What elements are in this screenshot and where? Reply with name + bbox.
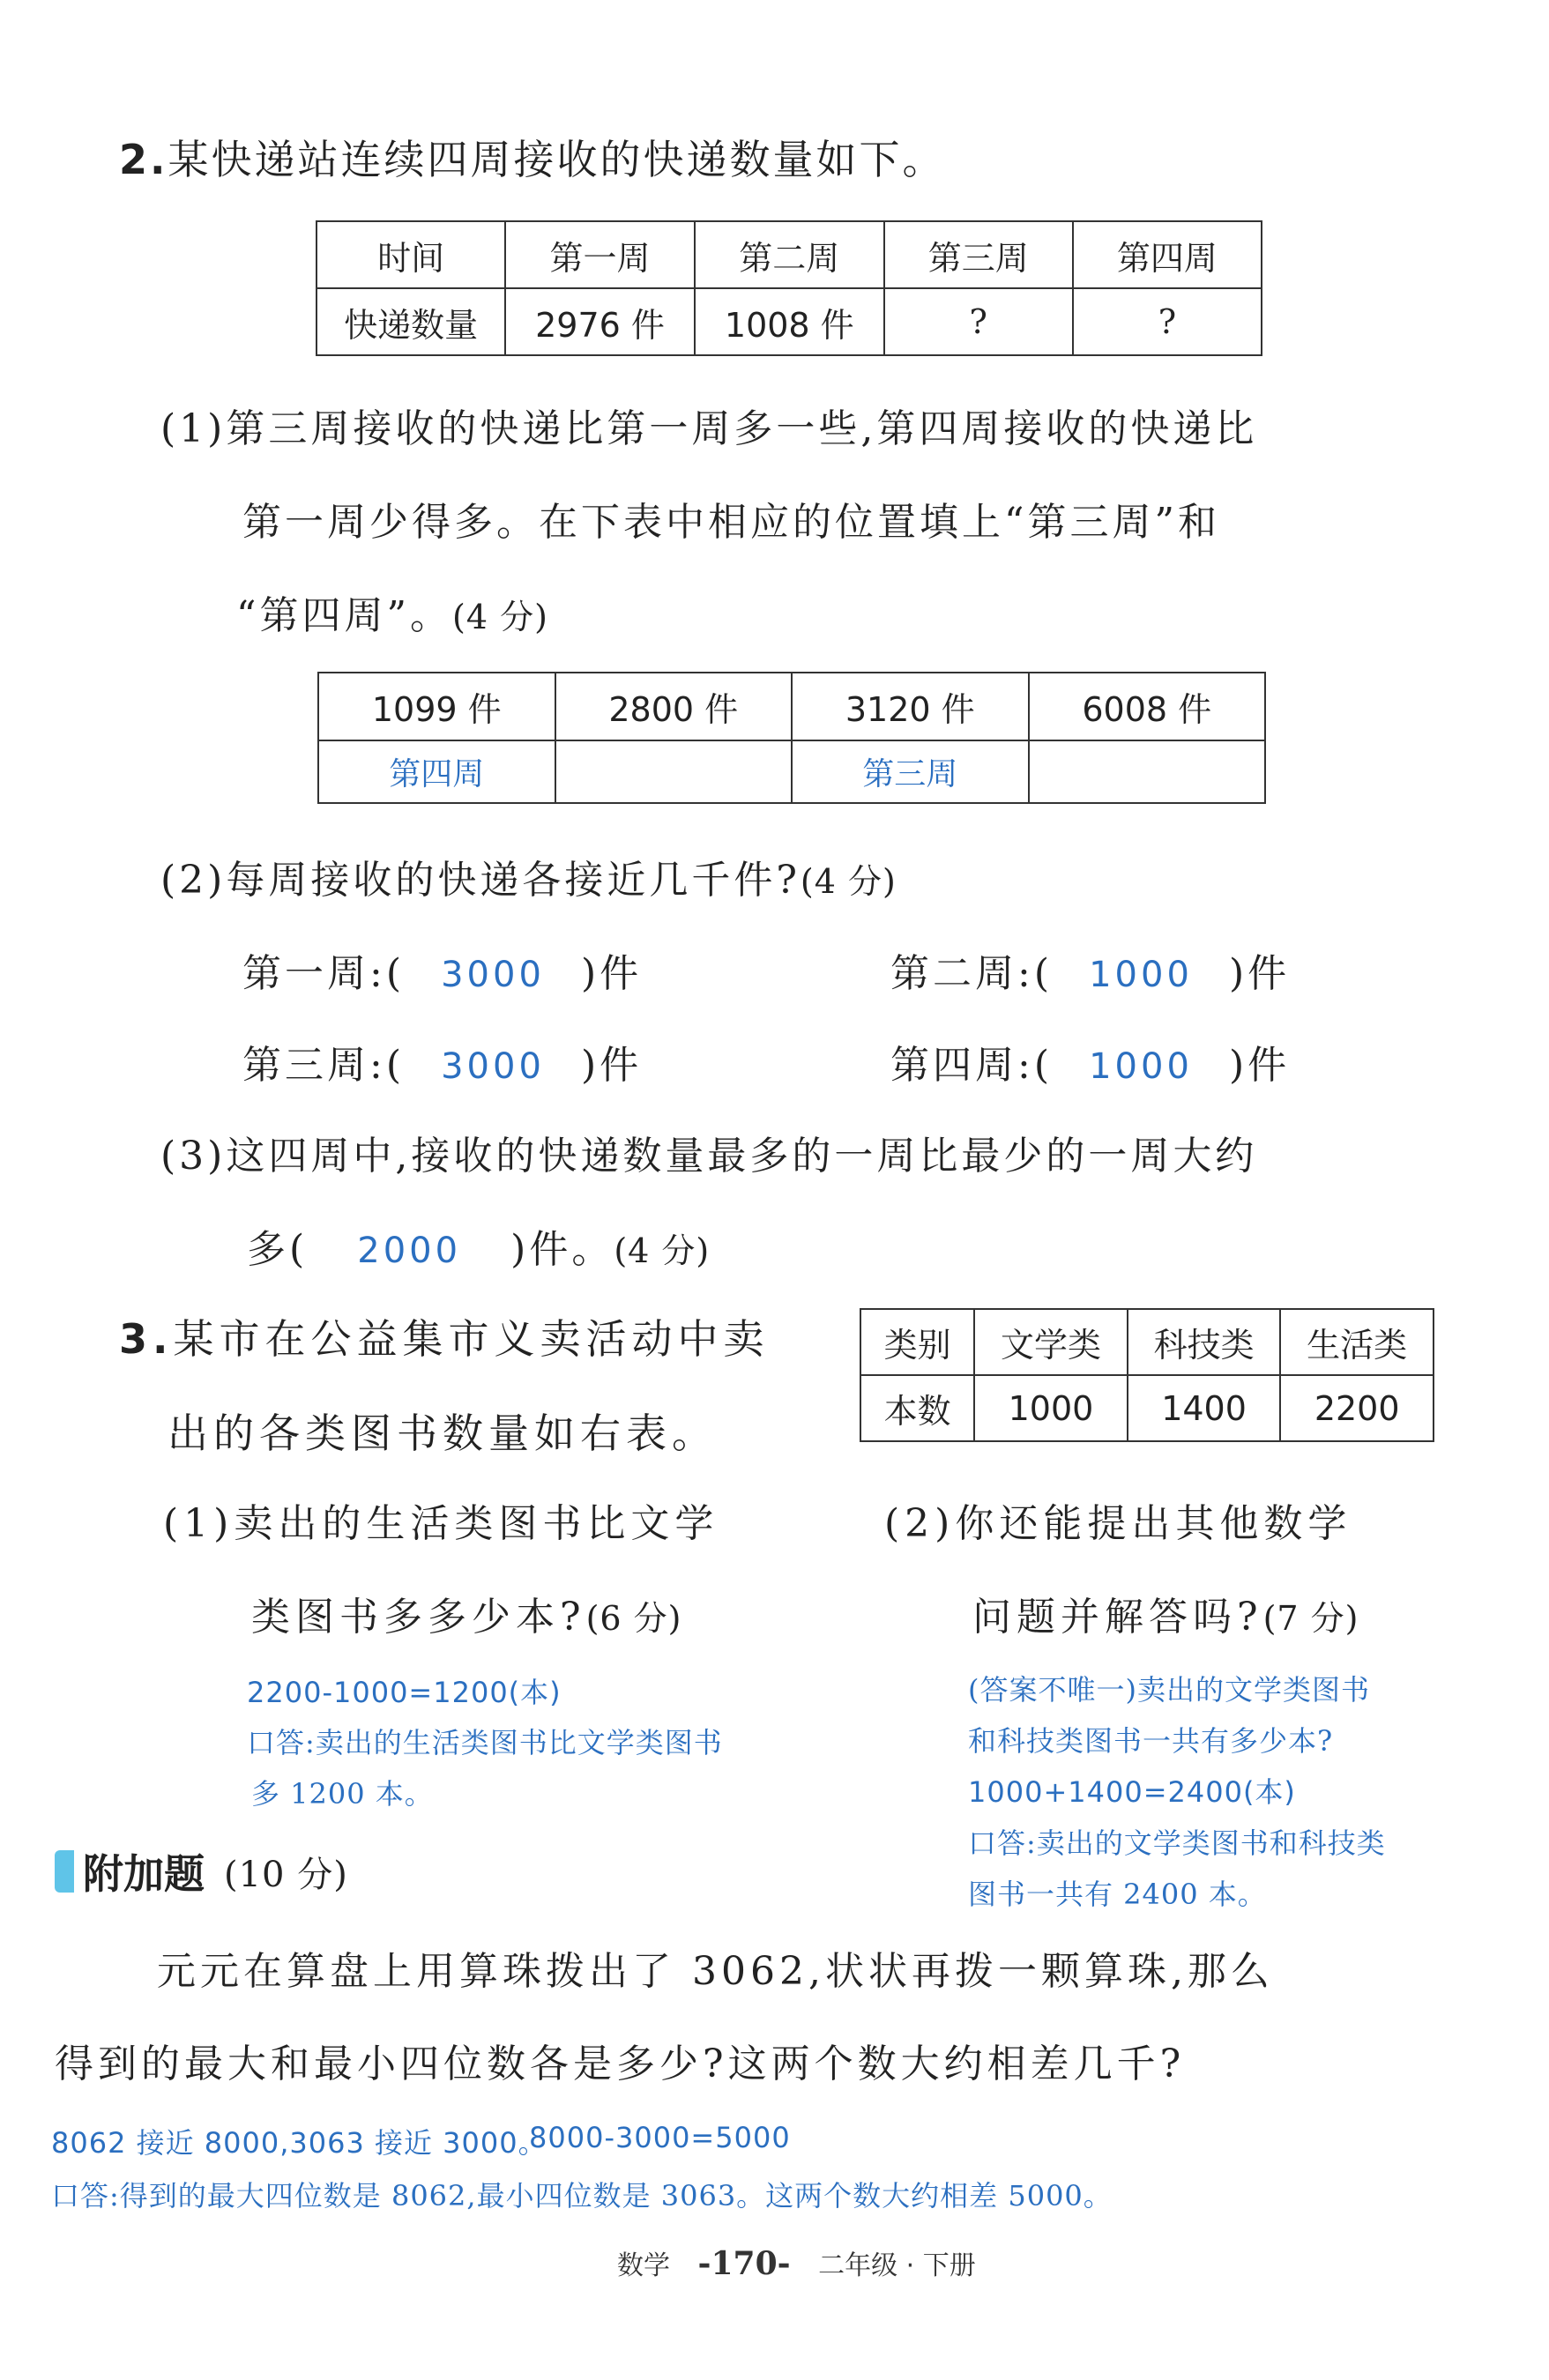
answer-cell-4 — [1029, 740, 1266, 803]
answer-cell-3: 第三周 — [792, 740, 1029, 803]
bookmark-icon — [55, 1850, 74, 1893]
footer-grade: 二年级 · 下册 — [818, 2250, 976, 2281]
extra-answer-2: 口答:得到的最大四位数是 8062,最小四位数是 3063。这两个数大约相差 5000。 — [51, 2179, 1113, 2213]
q3-p1-line2 — [251, 1585, 682, 1641]
week2-answer: 1000 — [1089, 955, 1193, 995]
q2-p3-text1: 这四周中,接收的快递数量最多的一周比最少的一周大约 — [226, 1134, 1258, 1179]
q2-header-week1: 第一周 — [505, 221, 695, 288]
table-row — [860, 1309, 1434, 1375]
page-footer — [617, 2243, 976, 2282]
value-cell-3120: 3120 件 — [792, 673, 1029, 740]
q3-p2-text1: 你还能提出其他数学 — [955, 1501, 1352, 1546]
q3-line1 — [119, 1307, 769, 1365]
q3-p2-answer-4: 口答:卖出的文学类图书和科技类 — [968, 1826, 1386, 1860]
q3-p1-text2: 类图书多多少本? — [251, 1595, 586, 1640]
q3-p1-label: (1) — [163, 1501, 235, 1546]
q3-p2-answer-5: 图书一共有 2400 本。 — [968, 1878, 1267, 1911]
extra-answer-1b: 8000-3000=5000 — [529, 2121, 791, 2154]
q2-p3-points: (4 分) — [614, 1231, 711, 1270]
q2-header-week2: 第二周 — [695, 221, 884, 288]
q2-table — [316, 220, 1262, 356]
q3-p1-points: (6 分) — [585, 1599, 682, 1638]
answer-cell-2 — [555, 740, 793, 803]
week1-close: )件 — [581, 951, 643, 996]
q3-p1-answer-2: 口答:卖出的生活类图书比文学类图书 — [247, 1726, 723, 1759]
q2-p3-pre: 多( — [247, 1227, 309, 1272]
footer-page-number: -170- — [697, 2245, 791, 2282]
q2-text: 某快递站连续四周接收的快递数量如下。 — [168, 136, 946, 183]
q2-p1-line3 — [236, 584, 548, 640]
q2-p2-text: 每周接收的快递各接近几千件? — [226, 858, 801, 903]
q2-p1-text3: “第四周”。 — [236, 593, 452, 638]
q3-p2-points: (7 分) — [1262, 1599, 1359, 1638]
extra-answer-1a: 8062 接近 8000,3063 接近 3000。 — [51, 2126, 547, 2160]
q3-text1: 某市在公益集市义卖活动中卖 — [173, 1315, 770, 1363]
q2-header-week3: 第三周 — [884, 221, 1073, 288]
q2-p3-line2 — [247, 1217, 710, 1274]
q2-p3-post: )件。 — [510, 1227, 614, 1272]
q3-p1-answer-3: 多 1200 本。 — [251, 1777, 434, 1811]
q3-p1-text1: 卖出的生活类图书比文学 — [234, 1501, 719, 1546]
q2-p2-label: (2) — [160, 858, 227, 903]
table-row — [317, 221, 1262, 288]
q3-p1-line1 — [163, 1491, 719, 1548]
week2-answer-row — [890, 941, 1290, 998]
week3-answer: 3000 — [441, 1046, 545, 1087]
q3-p2-label: (2) — [884, 1501, 956, 1546]
value-cell-1099: 1099 件 — [318, 673, 555, 740]
q2-p3-line1 — [160, 1124, 1257, 1180]
q2-p1-table — [317, 672, 1266, 804]
value-cell-2800: 2800 件 — [555, 673, 793, 740]
extra-line2: 得到的最大和最小四位数各是多少?这两个数大约相差几千? — [55, 2042, 1186, 2086]
q2-p1-line2: 第一周少得多。在下表中相应的位置填上“第三周”和 — [242, 500, 1220, 545]
table-row — [318, 740, 1265, 803]
footer-subject: 数学 — [617, 2250, 670, 2281]
week4-answer: 1000 — [1089, 1046, 1193, 1087]
q2-p1-text1: 第三周接收的快递比第一周多一些,第四周接收的快递比 — [226, 406, 1258, 451]
week1-answer: 3000 — [441, 955, 545, 995]
q2-p1-line1 — [160, 397, 1257, 453]
week3-close: )件 — [581, 1043, 643, 1088]
q2-p3-label: (3) — [160, 1134, 227, 1179]
q3-p2-text2: 问题并解答吗? — [972, 1595, 1263, 1640]
q3-life-count: 2200 — [1280, 1375, 1434, 1441]
week4-answer-row — [890, 1033, 1290, 1090]
q2-week2-count: 1008 件 — [695, 288, 884, 355]
q2-p2-line — [160, 848, 897, 904]
q3-p1-answer-1: 2200-1000=1200(本) — [247, 1676, 562, 1709]
q2-week4-count: ? — [1073, 288, 1262, 355]
extra-title: 附加题 — [83, 1850, 205, 1898]
week2-label: 第二周:( — [890, 951, 1053, 996]
q3-line2: 出的各类图书数量如右表。 — [168, 1409, 718, 1457]
q3-p2-answer-3: 1000+1400=2400(本) — [968, 1775, 1296, 1809]
week4-close: )件 — [1229, 1043, 1291, 1088]
q2-p1-points: (4 分) — [452, 598, 548, 636]
q3-table — [860, 1308, 1434, 1442]
week3-label: 第三周:( — [242, 1043, 405, 1088]
answer-cell-1: 第四周 — [318, 740, 555, 803]
table-row — [317, 288, 1262, 355]
q3-header-category: 类别 — [860, 1309, 974, 1375]
q2-week3-count: ? — [884, 288, 1073, 355]
q3-p2-line2 — [972, 1585, 1359, 1641]
q3-number: 3. — [119, 1315, 174, 1363]
q3-row-label: 本数 — [860, 1375, 974, 1441]
q3-header-science: 科技类 — [1128, 1309, 1281, 1375]
q2-p2-points: (4 分) — [800, 862, 897, 901]
value-cell-6008: 6008 件 — [1029, 673, 1266, 740]
table-row — [860, 1375, 1434, 1441]
q3-literature-count: 1000 — [974, 1375, 1128, 1441]
extra-header — [55, 1842, 348, 1900]
q3-p2-answer-1: (答案不唯一)卖出的文学类图书 — [968, 1673, 1370, 1707]
week1-label: 第一周:( — [242, 951, 405, 996]
q3-p2-line1 — [884, 1491, 1352, 1548]
table-row — [318, 673, 1265, 740]
q3-header-literature: 文学类 — [974, 1309, 1128, 1375]
extra-line1: 元元在算盘上用算珠拨出了 3062,状状再拨一颗算珠,那么 — [157, 1949, 1274, 1994]
q2-number: 2. — [119, 136, 168, 183]
q2-p3-answer: 2000 — [357, 1231, 462, 1271]
q2-p1-label: (1) — [160, 406, 227, 451]
week4-label: 第四周:( — [890, 1043, 1053, 1088]
q2-row-label: 快递数量 — [317, 288, 505, 355]
week1-answer-row — [242, 941, 642, 998]
week2-close: )件 — [1229, 951, 1291, 996]
q2-week1-count: 2976 件 — [505, 288, 695, 355]
q3-science-count: 1400 — [1128, 1375, 1281, 1441]
q2-header-time: 时间 — [317, 221, 505, 288]
q2-title — [119, 128, 945, 186]
q3-header-life: 生活类 — [1280, 1309, 1434, 1375]
q2-header-week4: 第四周 — [1073, 221, 1262, 288]
extra-points: (10 分) — [224, 1854, 348, 1895]
week3-answer-row — [242, 1033, 642, 1090]
q3-p2-answer-2: 和科技类图书一共有多少本? — [968, 1724, 1334, 1758]
